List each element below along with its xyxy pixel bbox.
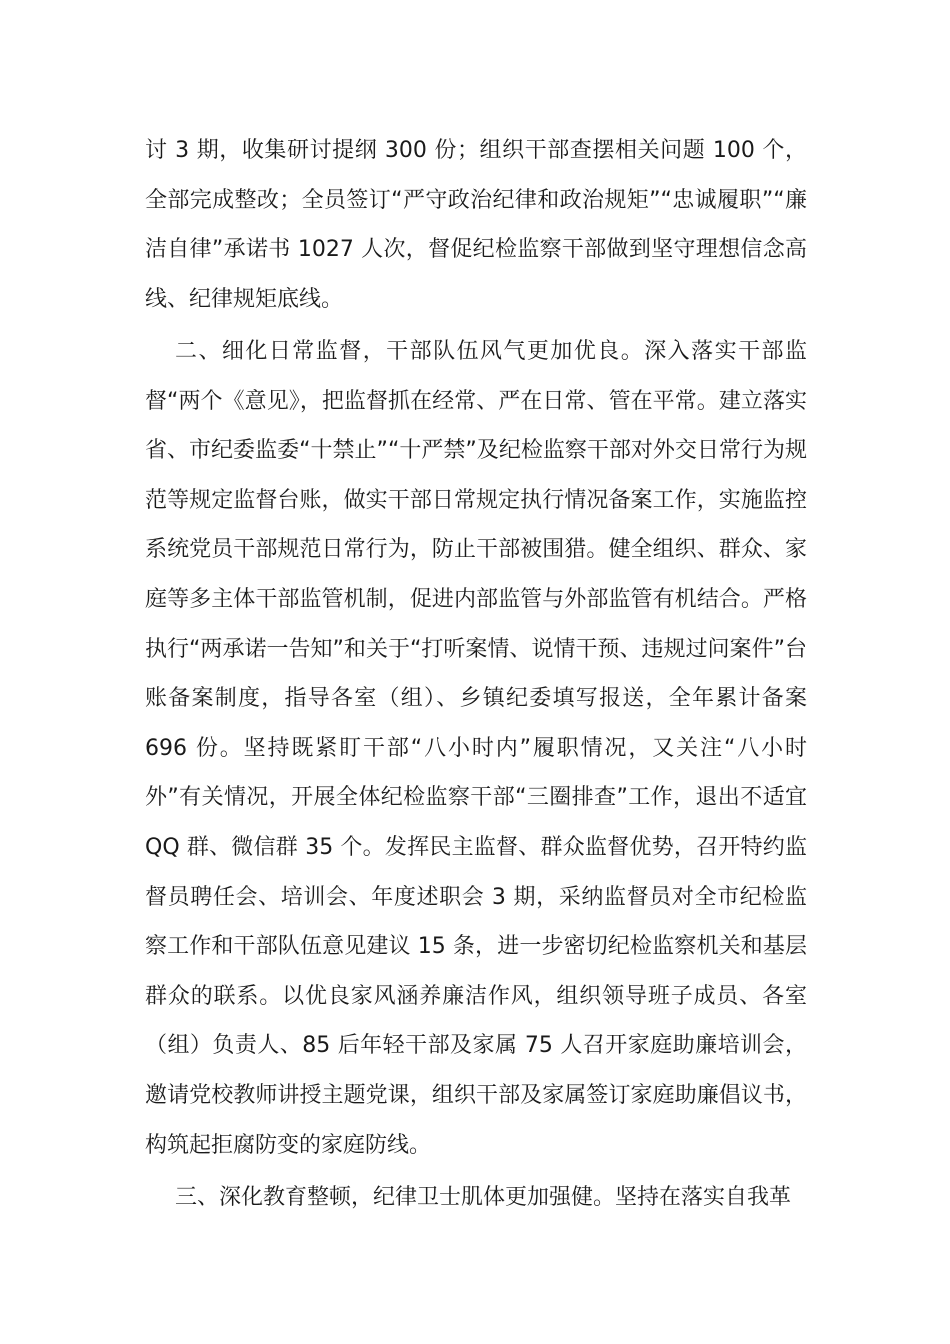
paragraph-daily-supervision [145, 327, 807, 1170]
paragraph-education-rectification [145, 1173, 807, 1223]
paragraph-continuation [145, 126, 807, 324]
paragraph-text: 三、深化教育整顿，纪律卫士肌体更加强健。坚持在落实自我革 [175, 1185, 792, 1210]
paragraph-text: 讨 3 期，收集研讨提纲 300 份；组织干部查摆相关问题 100 个，全部完成整改；全员签订“严守政治纪律和政治规矩”“忠诚履职”“廉洁自律”承诺书 1027 人次，督促纪检监察干部做到坚守理想信念高线、纪律规矩底线。 [145, 138, 807, 312]
paragraph-text: 二、细化日常监督，干部队伍风气更加优良。深入落实干部监督“两个《意见》，把监督抓在经常、严在日常、管在平常。建立落实省、市纪委监委“十禁止”“十严禁”及纪检监察干部对外交日常行为规范等规定监督台账，做实干部日常规定执行情况备案工作，实施监控系统党员干部规范日常行为，防止干部被围猎。健全组织、群众、家庭等多主体干部监管机制，促进内部监管与外部监管有机结合。严格执行“两承诺一告知”和关于“打听案情、说情干预、违规过问案件”台账备案制度，指导各室（组）、乡镇纪委填写报送，全年累计备案 696 份。坚持既紧盯干部“八小时内”履职情况，又关注“八小时外”有关情况，开展全体纪检监察干部“三圈排查”工作，退出不适宜 QQ 群、微信群 35 个。发挥民主监督、群众监督优势，召开特约监督员聘任会、培训会、年度述职会 3 期，采纳监督员对全市纪检监察工作和干部队伍意见建议 15 条，进一步密切纪检监察机关和基层群众的联系。以优良家风涵养廉洁作风，组织领导班子成员、各室（组）负责人、85 后年轻干部及家属 75 人召开家庭助廉培训会，邀请党校教师讲授主题党课，组织干部及家属签订家庭助廉倡议书，构筑起拒腐防变的家庭防线。 [145, 339, 807, 1158]
